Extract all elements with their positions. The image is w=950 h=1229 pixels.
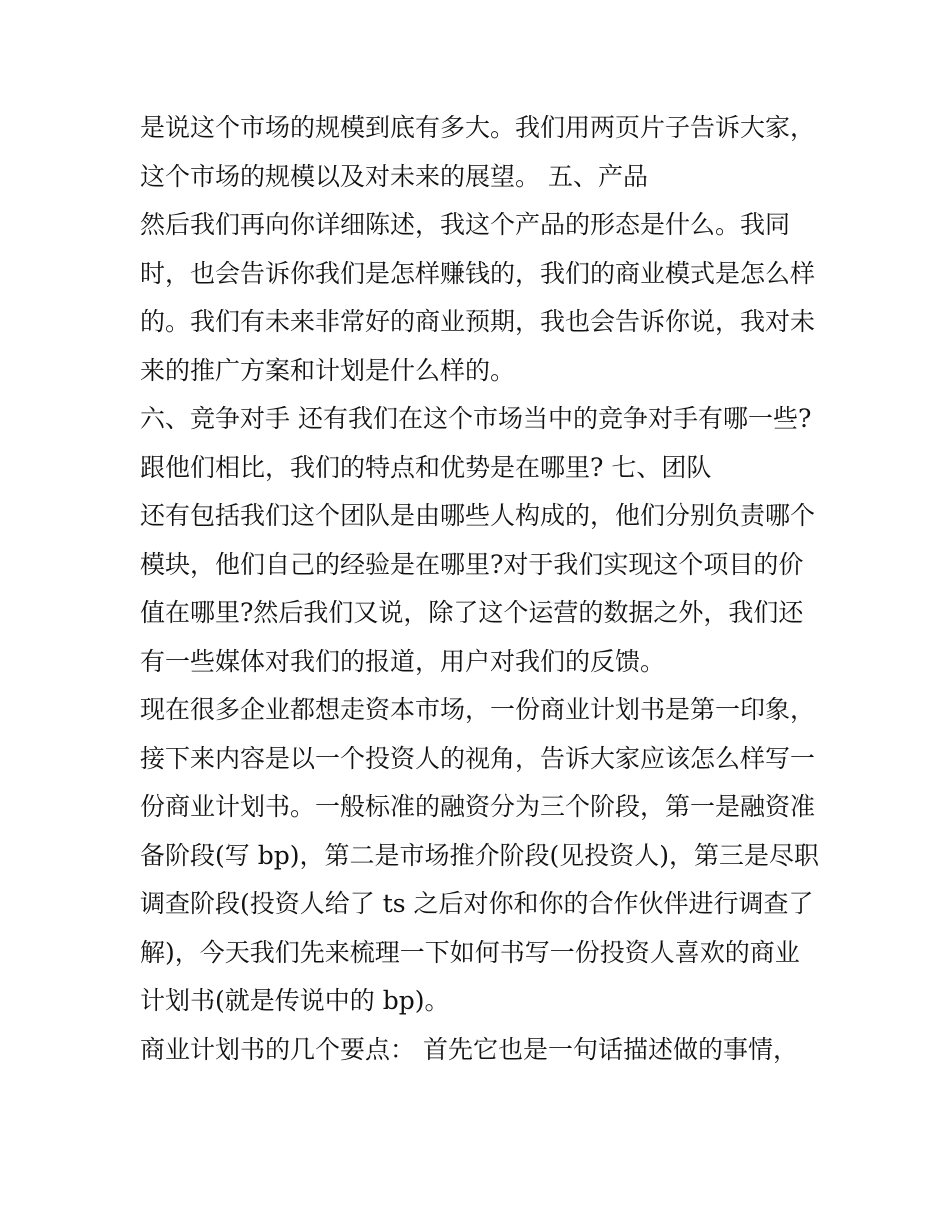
text-line: 然后我们再向你详细陈述，我这个产品的形态是什么。我同 <box>140 210 791 239</box>
text-line: 备阶段(写 bp)，第二是市场推介阶段(见投资人)，第三是尽职 <box>140 840 819 870</box>
text-line: 调查阶段(投资人给了 ts 之后对你和你的合作伙伴进行调查了 <box>140 889 814 918</box>
text-line: 这个市场的规模以及对未来的展望。 五、产品 <box>140 161 648 191</box>
text-line: 的。我们有未来非常好的商业预期，我也会告诉你说，我对未 <box>140 307 816 336</box>
text-line: 有一些媒体对我们的报道，用户对我们的反馈。 <box>140 646 666 676</box>
text-line: 值在哪里?然后我们又说，除了这个运营的数据之外，我们还 <box>140 598 804 627</box>
text-line: 计划书(就是传说中的 bp)。 <box>140 986 450 1015</box>
text-line: 还有包括我们这个团队是由哪些人构成的，他们分别负责哪个 <box>140 501 816 530</box>
text-line: 是说这个市场的规模到底有多大。我们用两页片子告诉大家， <box>140 113 816 142</box>
text-line: 份商业计划书。一般标准的融资分为三个阶段，第一是融资准 <box>140 792 816 821</box>
text-line: 跟他们相比，我们的特点和优势是在哪里? 七、团队 <box>140 452 712 482</box>
text-line: 接下来内容是以一个投资人的视角，告诉大家应该怎么样写一 <box>140 743 816 773</box>
text-line: 商业计划书的几个要点： 首先它也是一句话描述做的事情， <box>140 1034 798 1064</box>
text-line: 模块，他们自己的经验是在哪里?对于我们实现这个项目的价 <box>140 549 804 579</box>
text-line: 现在很多企业都想走资本市场，一份商业计划书是第一印象， <box>140 695 816 724</box>
text-line: 时，也会告诉你我们是怎样赚钱的，我们的商业模式是怎么样 <box>140 258 816 288</box>
body-text <box>140 104 820 1074</box>
text-line: 来的推广方案和计划是什么样的。 <box>140 355 516 385</box>
text-line: 六、竞争对手 还有我们在这个市场当中的竞争对手有哪一些? <box>140 404 812 433</box>
text-line: 解)，今天我们先来梳理一下如何书写一份投资人喜欢的商业 <box>140 937 800 967</box>
